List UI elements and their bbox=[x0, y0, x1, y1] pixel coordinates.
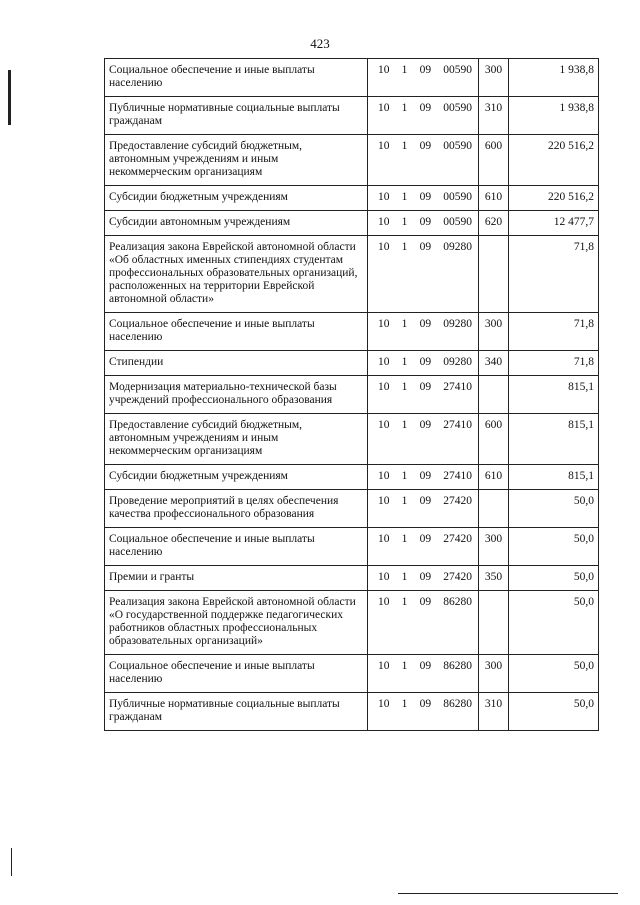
section-code: 10 bbox=[378, 318, 390, 330]
subsection-code: 1 bbox=[401, 698, 408, 710]
amount: 220 516,2 bbox=[509, 186, 599, 211]
subsection-code: 1 bbox=[401, 533, 408, 545]
table-row bbox=[105, 313, 599, 351]
table-row bbox=[105, 414, 599, 465]
expense-type: 620 bbox=[479, 211, 509, 236]
amount: 50,0 bbox=[509, 528, 599, 566]
subsection-code: 1 bbox=[401, 356, 408, 368]
section-code: 10 bbox=[378, 419, 390, 431]
table-row bbox=[105, 528, 599, 566]
target-code: 86280 bbox=[443, 660, 472, 672]
amount: 50,0 bbox=[509, 655, 599, 693]
subsection-code: 1 bbox=[401, 495, 408, 507]
subsection-code: 1 bbox=[401, 216, 408, 228]
row-name: Субсидии автономным учреждениям bbox=[105, 211, 368, 236]
subsection-code: 1 bbox=[401, 318, 408, 330]
amount: 815,1 bbox=[509, 465, 599, 490]
program-code: 09 bbox=[419, 698, 432, 710]
target-code: 00590 bbox=[443, 191, 472, 203]
amount: 815,1 bbox=[509, 414, 599, 465]
subsection-code: 1 bbox=[401, 419, 408, 431]
program-code: 09 bbox=[419, 241, 432, 253]
expense-type bbox=[479, 591, 509, 655]
program-code: 09 bbox=[419, 102, 432, 114]
row-name: Реализация закона Еврейской автономной области «О государственной поддержке педагогических работников областных профессиональных образовательных организаций» bbox=[105, 591, 368, 655]
section-code: 10 bbox=[378, 381, 390, 393]
row-name: Модернизация материально-технической базы учреждений профессионального образования bbox=[105, 376, 368, 414]
amount: 71,8 bbox=[509, 313, 599, 351]
expense-type: 340 bbox=[479, 351, 509, 376]
section-code: 10 bbox=[378, 356, 390, 368]
table-row bbox=[105, 655, 599, 693]
section-code: 10 bbox=[378, 660, 390, 672]
subsection-code: 1 bbox=[401, 191, 408, 203]
amount: 50,0 bbox=[509, 490, 599, 528]
row-name: Публичные нормативные социальные выплаты гражданам bbox=[105, 693, 368, 731]
target-code: 86280 bbox=[443, 698, 472, 710]
table-row bbox=[105, 566, 599, 591]
section-code: 10 bbox=[378, 533, 390, 545]
row-name: Социальное обеспечение и иные выплаты населению bbox=[105, 528, 368, 566]
program-code: 09 bbox=[419, 596, 432, 608]
target-code: 00590 bbox=[443, 216, 472, 228]
subsection-code: 1 bbox=[401, 381, 408, 393]
program-code: 09 bbox=[419, 356, 432, 368]
program-code: 09 bbox=[419, 140, 432, 152]
target-code: 27410 bbox=[443, 419, 472, 431]
section-code: 10 bbox=[378, 698, 390, 710]
amount: 1 938,8 bbox=[509, 97, 599, 135]
table-row bbox=[105, 59, 599, 97]
section-code: 10 bbox=[378, 470, 390, 482]
expense-type: 600 bbox=[479, 135, 509, 186]
section-code: 10 bbox=[378, 191, 390, 203]
target-code: 09280 bbox=[443, 356, 472, 368]
budget-table bbox=[104, 58, 599, 731]
table-row bbox=[105, 376, 599, 414]
scan-edge-mark bbox=[11, 848, 12, 876]
table-row bbox=[105, 351, 599, 376]
expense-type bbox=[479, 490, 509, 528]
table-row bbox=[105, 186, 599, 211]
row-name: Социальное обеспечение и иные выплаты населению bbox=[105, 313, 368, 351]
program-code: 09 bbox=[419, 470, 432, 482]
amount: 50,0 bbox=[509, 591, 599, 655]
expense-type: 300 bbox=[479, 313, 509, 351]
target-code: 00590 bbox=[443, 64, 472, 76]
row-name: Социальное обеспечение и иные выплаты населению bbox=[105, 59, 368, 97]
row-name: Субсидии бюджетным учреждениям bbox=[105, 465, 368, 490]
target-code: 86280 bbox=[443, 596, 472, 608]
subsection-code: 1 bbox=[401, 241, 408, 253]
program-code: 09 bbox=[419, 318, 432, 330]
row-name: Социальное обеспечение и иные выплаты населению bbox=[105, 655, 368, 693]
section-code: 10 bbox=[378, 241, 390, 253]
expense-type: 300 bbox=[479, 59, 509, 97]
table-row bbox=[105, 236, 599, 313]
table-row bbox=[105, 591, 599, 655]
amount: 815,1 bbox=[509, 376, 599, 414]
target-code: 00590 bbox=[443, 102, 472, 114]
program-code: 09 bbox=[419, 191, 432, 203]
section-code: 10 bbox=[378, 571, 390, 583]
table-row bbox=[105, 211, 599, 236]
section-code: 10 bbox=[378, 64, 390, 76]
expense-type: 300 bbox=[479, 655, 509, 693]
program-code: 09 bbox=[419, 533, 432, 545]
expense-type: 350 bbox=[479, 566, 509, 591]
scan-edge-mark bbox=[8, 70, 11, 125]
table-row bbox=[105, 97, 599, 135]
table-row bbox=[105, 490, 599, 528]
subsection-code: 1 bbox=[401, 140, 408, 152]
amount: 50,0 bbox=[509, 566, 599, 591]
program-code: 09 bbox=[419, 419, 432, 431]
program-code: 09 bbox=[419, 216, 432, 228]
program-code: 09 bbox=[419, 381, 432, 393]
target-code: 09280 bbox=[443, 241, 472, 253]
scan-bottom-line bbox=[398, 893, 618, 894]
target-code: 27410 bbox=[443, 381, 472, 393]
subsection-code: 1 bbox=[401, 571, 408, 583]
expense-type: 610 bbox=[479, 186, 509, 211]
target-code: 27410 bbox=[443, 470, 472, 482]
row-name: Предоставление субсидий бюджетным, автономным учреждениям и иным некоммерческим организациям bbox=[105, 414, 368, 465]
expense-type: 310 bbox=[479, 693, 509, 731]
amount: 12 477,7 bbox=[509, 211, 599, 236]
row-name: Публичные нормативные социальные выплаты гражданам bbox=[105, 97, 368, 135]
subsection-code: 1 bbox=[401, 64, 408, 76]
subsection-code: 1 bbox=[401, 660, 408, 672]
expense-type: 300 bbox=[479, 528, 509, 566]
row-name: Стипендии bbox=[105, 351, 368, 376]
expense-type bbox=[479, 236, 509, 313]
amount: 71,8 bbox=[509, 236, 599, 313]
row-name: Реализация закона Еврейской автономной области «Об областных именных стипендиях студентам профессиональных образовательных организаций, расположенных на территории Еврейской автономной области» bbox=[105, 236, 368, 313]
target-code: 27420 bbox=[443, 495, 472, 507]
amount: 220 516,2 bbox=[509, 135, 599, 186]
program-code: 09 bbox=[419, 495, 432, 507]
row-name: Проведение мероприятий в целях обеспечения качества профессионального образования bbox=[105, 490, 368, 528]
target-code: 09280 bbox=[443, 318, 472, 330]
expense-type: 600 bbox=[479, 414, 509, 465]
target-code: 27420 bbox=[443, 571, 472, 583]
page-number: 423 bbox=[310, 36, 330, 51]
target-code: 00590 bbox=[443, 140, 472, 152]
table-row bbox=[105, 135, 599, 186]
row-name: Предоставление субсидий бюджетным, автономным учреждениям и иным некоммерческим организациям bbox=[105, 135, 368, 186]
expense-type: 310 bbox=[479, 97, 509, 135]
section-code: 10 bbox=[378, 216, 390, 228]
table-row bbox=[105, 693, 599, 731]
subsection-code: 1 bbox=[401, 596, 408, 608]
amount: 50,0 bbox=[509, 693, 599, 731]
subsection-code: 1 bbox=[401, 102, 408, 114]
program-code: 09 bbox=[419, 64, 432, 76]
section-code: 10 bbox=[378, 140, 390, 152]
section-code: 10 bbox=[378, 596, 390, 608]
program-code: 09 bbox=[419, 660, 432, 672]
amount: 1 938,8 bbox=[509, 59, 599, 97]
expense-type bbox=[479, 376, 509, 414]
program-code: 09 bbox=[419, 571, 432, 583]
expense-type: 610 bbox=[479, 465, 509, 490]
row-name: Субсидии бюджетным учреждениям bbox=[105, 186, 368, 211]
subsection-code: 1 bbox=[401, 470, 408, 482]
target-code: 27420 bbox=[443, 533, 472, 545]
table-row bbox=[105, 465, 599, 490]
section-code: 10 bbox=[378, 102, 390, 114]
amount: 71,8 bbox=[509, 351, 599, 376]
section-code: 10 bbox=[378, 495, 390, 507]
row-name: Премии и гранты bbox=[105, 566, 368, 591]
